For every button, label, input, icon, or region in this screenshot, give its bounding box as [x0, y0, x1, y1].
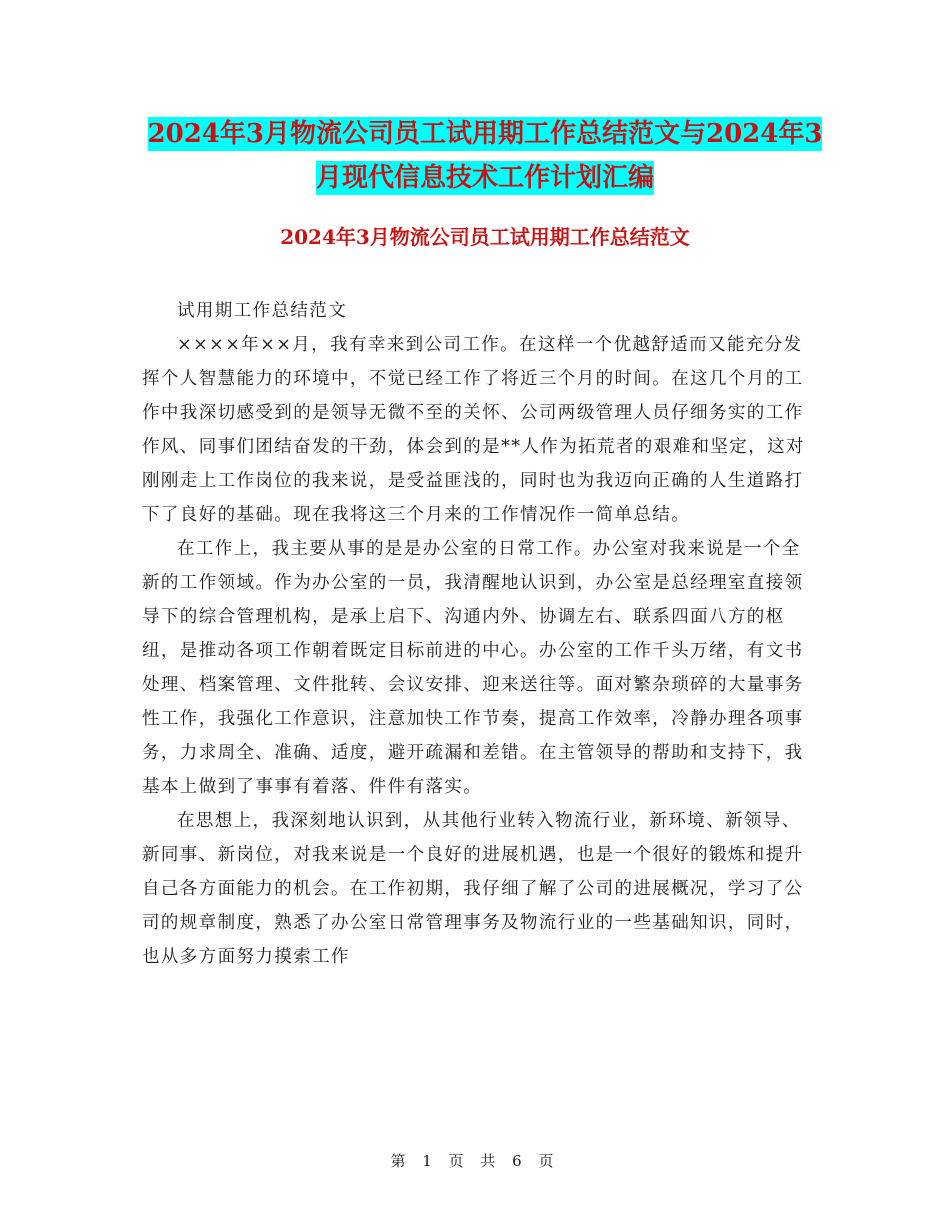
paragraph: 在思想上，我深刻地认识到，从其他行业转入物流行业，新环境、新领导、新同事、新岗位，对我来说是一个良好的进展机遇，也是一个很好的锻炼和提升自己各方面能力的机会。在工作初期，我仔细了解了公司的进展概况，学习了公司的规章制度，熟悉了办公室日常管理事务及物流行业的一些基础知识，同时，也从多方面努力摸索工作	[142, 811, 804, 967]
section-heading: 2024年3月物流公司员工试用期工作总结范文	[280, 225, 690, 249]
document-title	[140, 112, 830, 200]
page-footer: 第 1 页 共 6 页	[390, 1152, 560, 1170]
paragraph: 在工作上，我主要从事的是是办公室的日常工作。办公室对我来说是一个全新的工作领域。作为办公室的一员，我清醒地认识到，办公室是总经理室直接领导下的综合管理机构，是承上启下、沟通内外、协调左右、联系四面八方的枢纽，是推动各项工作朝着既定目标前进的中心。办公室的工作千头万绪，有文书处理、档案管理、文件批转、会议安排、迎来送往等。面对繁杂琐碎的大量事务性工作，我强化工作意识，注意加快工作节奏，提高工作效率，冷静办理各项事务，力求周全、准确、适度，避开疏漏和差错。在主管领导的帮助和支持下，我基本上做到了事事有着落、件件有落实。	[142, 539, 804, 797]
paragraph: 试用期工作总结范文	[177, 301, 348, 321]
body-text	[142, 294, 806, 974]
document-title-text: 2024年3月物流公司员工试用期工作总结范文与2024年3月现代信息技术工作计划汇编	[147, 119, 823, 193]
paragraph: ××××年××月，我有幸来到公司工作。在这样一个优越舒适而又能充分发挥个人智慧能力的环境中，不觉已经工作了将近三个月的时间。在这几个月的工作中我深切感受到的是领导无微不至的关怀、公司两级管理人员仔细务实的工作作风、同事们团结奋发的干劲，体会到的是**人作为拓荒者的艰难和坚定，这对刚刚走上工作岗位的我来说，是受益匪浅的，同时也为我迈向正确的人生道路打下了良好的基础。现在我将这三个月来的工作情况作一简单总结。	[142, 335, 805, 525]
